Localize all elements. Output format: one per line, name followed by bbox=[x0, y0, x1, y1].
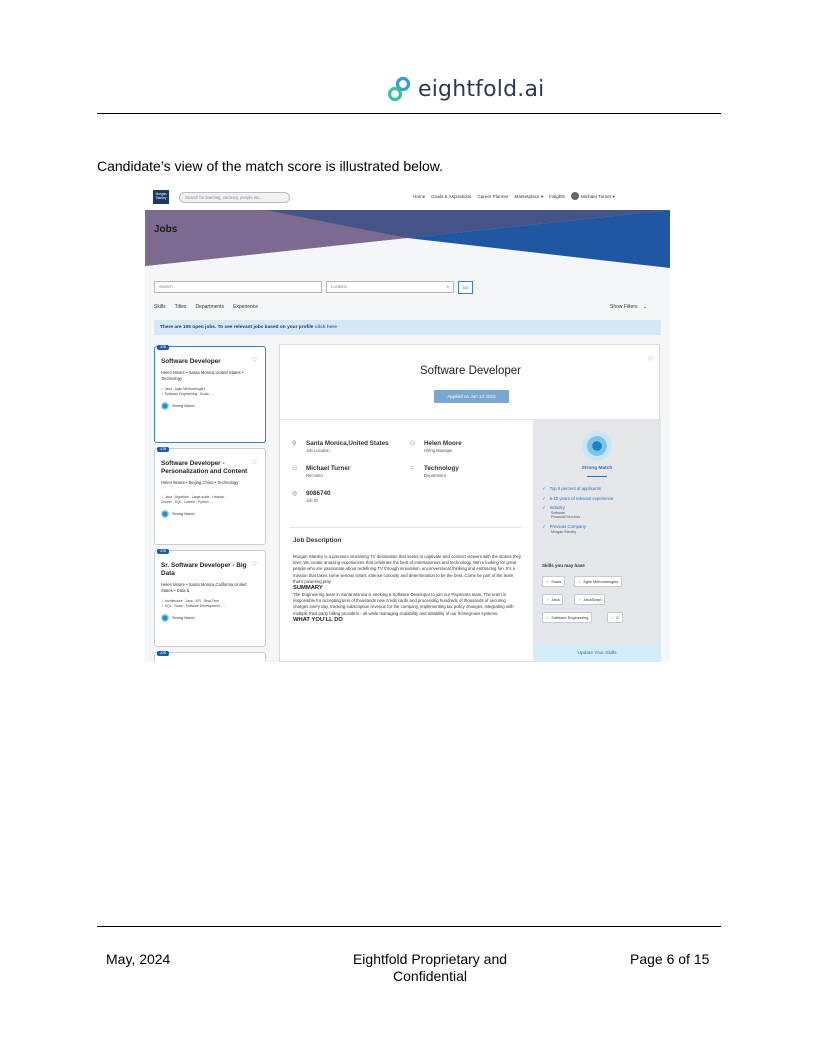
job-tag: JOB bbox=[157, 651, 169, 656]
job-tag: JOB bbox=[157, 549, 169, 554]
job-card[interactable] bbox=[154, 550, 266, 647]
check-icon: ✓ bbox=[161, 599, 165, 603]
skill-chip[interactable] bbox=[574, 576, 622, 587]
skill-chip[interactable] bbox=[542, 594, 563, 605]
person-icon: ⚇ bbox=[292, 466, 298, 472]
click-here-link[interactable]: click here bbox=[314, 325, 337, 330]
reason-sub: Morgan Stanley bbox=[551, 529, 577, 534]
divider bbox=[290, 527, 522, 528]
job-meta: Helen Moore • Beijing,China • Technology bbox=[161, 480, 239, 485]
check-icon: ✓ bbox=[161, 604, 165, 608]
match-reason bbox=[542, 486, 657, 492]
global-search-input[interactable]: Search for learning, vacancy, people etc... bbox=[179, 192, 290, 203]
fact-value: Santa Monica,United States bbox=[306, 440, 389, 447]
brand-line-2: Stanley bbox=[155, 196, 167, 200]
job-meta: Helen Moore • Santa Monica,California,United States • Data & bbox=[161, 582, 247, 593]
match-score-panel bbox=[533, 420, 661, 662]
reason-sub: Software bbox=[551, 510, 566, 515]
fact-value: Michael Turner bbox=[306, 465, 351, 472]
skills-heading: Skills you may have bbox=[542, 563, 585, 568]
job-tag: JOB bbox=[157, 447, 169, 452]
applied-button[interactable]: Applied on Jan 14 2022 bbox=[434, 390, 509, 403]
match-indicator bbox=[161, 402, 259, 410]
fact-value: Helen Moore bbox=[424, 440, 462, 447]
job-title: Software Developer - Personalization and Content bbox=[161, 460, 248, 475]
job-skills bbox=[161, 387, 259, 397]
reason-text: Previous Company bbox=[549, 524, 586, 530]
job-skills-line-2: Docker , SQL , Lucene , Python , ... bbox=[161, 500, 215, 504]
skill-chip-label: JavaScript bbox=[583, 597, 602, 602]
skill-chip[interactable] bbox=[542, 612, 592, 623]
person-icon: ⚇ bbox=[410, 441, 416, 447]
description-heading: Job Description bbox=[293, 537, 342, 544]
go-button[interactable]: Go bbox=[458, 281, 473, 294]
job-skills-line-1: Architecture , Java , API , Real-Time , bbox=[164, 599, 222, 603]
check-icon: ✓ bbox=[542, 486, 546, 491]
match-reason bbox=[542, 505, 657, 520]
show-filters-toggle[interactable] bbox=[610, 304, 647, 310]
user-name: Michael Turner ▾ bbox=[580, 194, 615, 200]
nav-marketplace[interactable]: Marketplace ▾ bbox=[514, 194, 544, 199]
check-icon: ✓ bbox=[546, 597, 550, 602]
reason-text: 5-10 years of relevant experience bbox=[549, 495, 614, 501]
job-detail-panel bbox=[279, 344, 660, 662]
description-paragraph: Morgan Stanley is a premium streaming TV destination that seeks to captivate and connect viewers with the stories they love. We create amazing experiences that celebrate the best of entertainment and technology. We’re looking for great people who are passionate about redefining TV through innovation, unconventional thinking and embracing fun. It’s a mission that takes some serious smart, intense curiosity and determination to be the best. Come be part of the team that’s powering play. bbox=[293, 554, 522, 584]
job-card[interactable] bbox=[154, 346, 266, 443]
match-dot-icon bbox=[161, 614, 169, 622]
detail-header bbox=[280, 345, 661, 420]
footer-confidential bbox=[330, 951, 530, 985]
nav-links bbox=[413, 194, 615, 200]
match-label: Strong Match bbox=[172, 512, 195, 516]
fact-label: Recruiter bbox=[306, 473, 323, 478]
job-skills-line-1: Java , Agile Methodologies , bbox=[164, 387, 208, 391]
nav-career-planner[interactable]: Career Planner bbox=[477, 194, 509, 199]
skill-chip[interactable] bbox=[574, 594, 605, 605]
description-body bbox=[293, 554, 521, 624]
job-skills-line-1: Java , Algorithm , Large-scale , Hadoop , bbox=[164, 495, 227, 499]
fact-value: 9086740 bbox=[306, 490, 331, 497]
reason-sub: Financial Services bbox=[551, 515, 581, 520]
match-dot-icon bbox=[161, 402, 169, 410]
fact-value: Technology bbox=[424, 465, 459, 472]
job-meta: Helen Moore • Santa Monica,United States • Technology bbox=[161, 370, 244, 381]
job-card[interactable] bbox=[154, 448, 266, 545]
match-reason bbox=[542, 496, 657, 502]
department-icon: ⌂ bbox=[410, 465, 414, 471]
brand-line-1: Morgan bbox=[155, 192, 167, 196]
detail-title: Software Developer bbox=[420, 365, 521, 377]
fact-label: Department bbox=[424, 473, 446, 478]
check-icon: ✓ bbox=[578, 579, 582, 584]
check-icon: ✓ bbox=[542, 495, 546, 501]
summary-heading: SUMMARY bbox=[293, 585, 323, 592]
what-youll-do-heading: WHAT YOU’LL DO bbox=[293, 616, 343, 623]
heart-icon[interactable]: ♡ bbox=[251, 562, 257, 568]
skill-chip-label: C bbox=[616, 615, 620, 620]
jobs-banner bbox=[145, 210, 670, 268]
check-icon: ✓ bbox=[542, 505, 546, 510]
job-skills-line-2: SQL , Scala , Software Development , ... bbox=[164, 604, 226, 608]
skill-chip-label: Software Engineering bbox=[551, 615, 589, 620]
check-icon: ✓ bbox=[546, 579, 550, 584]
filter-experience[interactable]: Experience bbox=[233, 304, 259, 310]
update-skills-button[interactable]: Update Your Skills bbox=[533, 644, 661, 662]
footer-date: May, 2024 bbox=[106, 951, 171, 967]
heart-icon[interactable]: ♡ bbox=[647, 357, 653, 363]
job-skills bbox=[161, 599, 259, 609]
location-pin-icon: ⌖ bbox=[446, 284, 449, 289]
brand-logo[interactable] bbox=[153, 190, 169, 204]
page-title: Jobs bbox=[154, 224, 178, 235]
match-reasons bbox=[542, 486, 657, 538]
check-icon: ✓ bbox=[611, 615, 615, 620]
reason-text: Top 5 percent of applicants bbox=[549, 486, 601, 491]
match-ring-icon bbox=[582, 431, 612, 461]
reason-text: Industry bbox=[549, 505, 565, 510]
job-search-input[interactable]: Search bbox=[154, 281, 322, 293]
open-jobs-text: There are 106 open jobs. To see relevant jobs based on your profile bbox=[160, 325, 314, 330]
summary-paragraph: The Engineering team in Santa Monica is seeking a Software Developer to join our Payments team. The team is responsible for accepting tens of thousands new credit cards and processing hundreds of thousands of securing charges every day, tracking subscription revenue for the company, implementing tax policy changes, integrating with multiple third party billing providers - all while managing scalability and reliability of our homegrown systems. bbox=[293, 592, 514, 616]
job-tag: JOB bbox=[157, 345, 169, 350]
check-icon: ✓ bbox=[161, 387, 165, 391]
fact-label: Job ID bbox=[306, 498, 319, 503]
filter-skills[interactable]: Skills bbox=[154, 304, 166, 310]
job-card[interactable] bbox=[154, 652, 266, 662]
id-icon: ◎ bbox=[292, 491, 298, 497]
nav-insights[interactable]: Insights bbox=[549, 194, 565, 199]
heart-icon[interactable]: ♡ bbox=[251, 358, 257, 364]
job-skills-line-2: Software Engineering , Scala , ... bbox=[164, 392, 215, 396]
show-filters-label: Show Filters bbox=[610, 304, 638, 310]
check-icon: ✓ bbox=[546, 615, 550, 620]
match-score-label: Strong Match bbox=[581, 466, 613, 471]
user-menu[interactable] bbox=[571, 194, 615, 200]
footer-page-number: Page 6 of 15 bbox=[630, 951, 710, 967]
footer-confidential-line-1: Eightfold Proprietary and bbox=[352, 951, 508, 967]
check-icon: ✓ bbox=[542, 524, 546, 530]
location-icon: ⚲ bbox=[292, 441, 297, 447]
top-nav bbox=[145, 186, 670, 210]
fact-label: Job Location bbox=[306, 448, 330, 453]
filter-titles[interactable]: Titles bbox=[174, 304, 187, 310]
job-title: Software Developer bbox=[161, 358, 221, 365]
check-icon: ✓ bbox=[578, 597, 582, 602]
skill-chip[interactable] bbox=[542, 576, 565, 587]
nav-goals[interactable]: Goals & Aspirations bbox=[431, 194, 472, 199]
location-input[interactable] bbox=[326, 281, 454, 293]
match-underline bbox=[587, 476, 607, 477]
header-rule bbox=[97, 113, 721, 114]
job-skills bbox=[161, 495, 259, 505]
check-icon: ✓ bbox=[161, 392, 165, 396]
footer-rule bbox=[97, 926, 721, 927]
match-indicator bbox=[161, 614, 259, 622]
skill-chip-label: Scala bbox=[551, 579, 561, 584]
eightfold-logo bbox=[386, 74, 544, 104]
avatar bbox=[571, 192, 579, 200]
filter-tabs bbox=[154, 304, 258, 310]
footer-confidential-line-2: Confidential bbox=[393, 968, 467, 984]
fact-label: Hiring Manager bbox=[424, 448, 453, 453]
eightfold-logo-icon bbox=[386, 76, 412, 102]
match-indicator bbox=[161, 510, 259, 518]
job-title: Sr. Software Developer - Big Data bbox=[161, 562, 247, 577]
skill-chip-label: Agile Methodologies bbox=[583, 579, 619, 584]
location-placeholder: Location bbox=[331, 284, 348, 289]
open-jobs-banner bbox=[154, 320, 661, 335]
logo-text: eightfold.ai bbox=[418, 76, 545, 102]
match-reason bbox=[542, 524, 657, 534]
intro-paragraph: Candidate’s view of the match score is illustrated below. bbox=[97, 158, 444, 174]
nav-home[interactable]: Home bbox=[413, 194, 426, 199]
check-icon: ✓ bbox=[161, 495, 165, 499]
match-label: Strong Match bbox=[172, 616, 195, 620]
heart-icon[interactable]: ♡ bbox=[251, 460, 257, 466]
match-label: Strong Match bbox=[172, 404, 195, 408]
skill-chip[interactable] bbox=[607, 612, 623, 623]
chevron-down-icon: ⌄ bbox=[642, 304, 648, 310]
skill-chip-label: Java bbox=[551, 597, 560, 602]
jobs-screenshot bbox=[145, 186, 670, 662]
filter-departments[interactable]: Departments bbox=[195, 304, 225, 310]
match-dot-icon bbox=[161, 510, 169, 518]
